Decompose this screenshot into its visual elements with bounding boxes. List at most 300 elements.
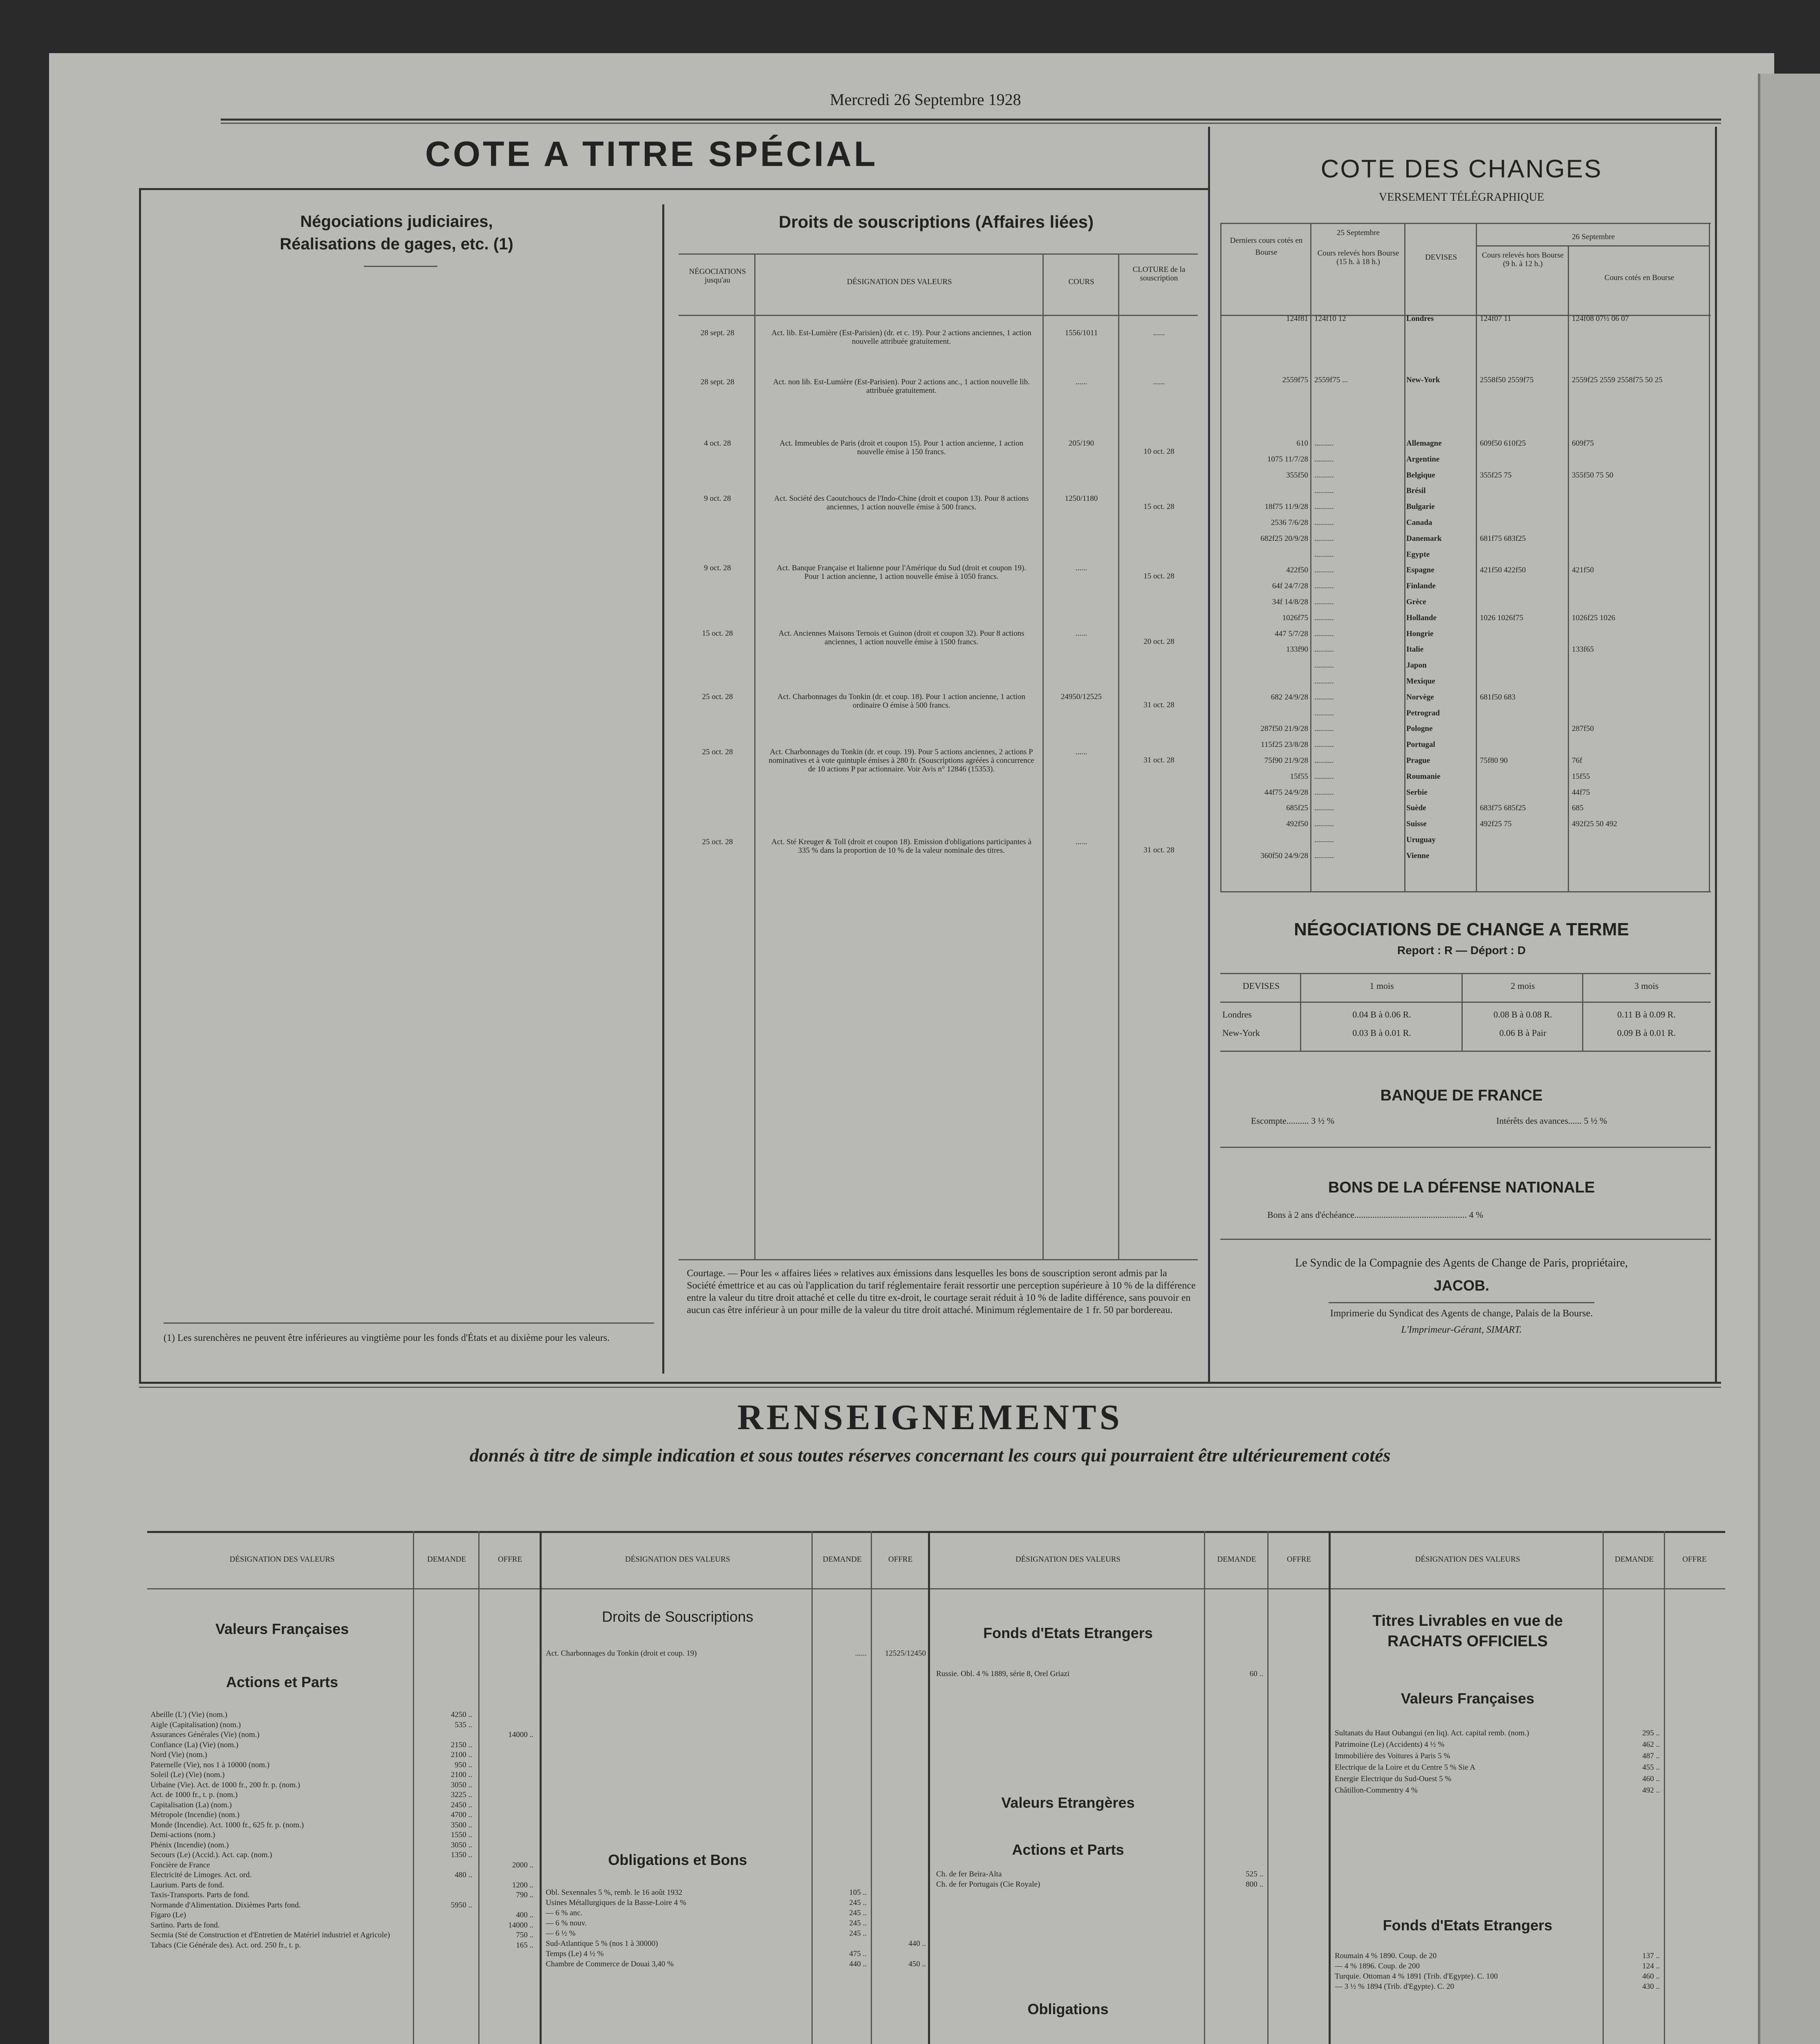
col1-row-offre: 2000 .. (512, 1860, 533, 1869)
header-26-sept: 26 Septembre (1571, 233, 1615, 241)
souscription-cours: ...... (1075, 629, 1087, 638)
col2b-row-designation: Usines Métallurgiques de la Basse-Loire 4 % (546, 1899, 686, 1907)
change-dernier-cours: 133f90 (1286, 645, 1308, 654)
change-26-cote: 15f55 (1572, 772, 1590, 781)
col1-row-designation: Sartino. Parts de fond. (150, 1921, 220, 1930)
header-rule (221, 119, 1721, 121)
col4a-row-designation: Immobilière des Voitures à Paris 5 % (1335, 1752, 1450, 1760)
change-25-hors-bourse: .......... (1314, 851, 1334, 860)
change-26-cote: 1026f25 1026 (1572, 613, 1616, 622)
col4a-row-demande: 492 .. (1642, 1786, 1660, 1795)
change-26-cote: 133f65 (1572, 645, 1594, 654)
change-25-hors-bourse: .......... (1314, 502, 1334, 511)
change-25-hors-bourse: .......... (1314, 756, 1334, 765)
souscription-cloture: 15 oct. 28 (1143, 572, 1174, 580)
change-dernier-cours: 682f25 20/9/28 (1260, 534, 1308, 543)
souscription-date: 28 sept. 28 (700, 378, 735, 386)
col2a-row-demande: ...... (855, 1649, 867, 1658)
change-25-hors-bourse: .......... (1314, 772, 1334, 781)
change-devise: Vienne (1406, 851, 1430, 860)
souscription-designation: Act. Sté Kreuger & Toll (droit et coupon 18). Emission d'obligations participantes à 335 % dans la proportion de 10 % de la valeur nominale des titres. (771, 838, 1031, 855)
change-25-hors-bourse: .......... (1314, 645, 1334, 654)
col3-heading-obligations: Obligations (1027, 2001, 1109, 2017)
change-25-hors-bourse: .......... (1314, 836, 1334, 844)
col1-row-demande: 3225 .. (451, 1791, 472, 1799)
changes-subtitle: VERSEMENT TÉLÉGRAPHIQUE (1378, 191, 1544, 204)
souscription-cours: ...... (1075, 564, 1087, 572)
change-26-hors-bourse: 683f75 685f25 (1480, 804, 1526, 813)
banque-escompte: Escompte.......... 3 ½ % (1251, 1116, 1335, 1126)
terme-h-2mois: 2 mois (1511, 981, 1535, 991)
change-26-hors-bourse: 681f50 683 (1480, 693, 1516, 702)
col2b-row-designation: Obl. Sexennales 5 %, remb. le 16 août 1932 (546, 1889, 683, 1897)
souscription-designation: Act. Charbonnages du Tonkin (dr. et coup. 18). Pour 1 action ancienne, 1 action ordinaire O émise à 500 francs. (777, 693, 1026, 710)
change-devise: Serbie (1406, 788, 1428, 797)
col1-row-designation: Laurium. Parts de fond. (150, 1881, 224, 1889)
change-dernier-cours: 2559f75 (1282, 376, 1308, 384)
change-devise: Italie (1406, 645, 1424, 654)
change-26-cote: 355f50 75 50 (1572, 471, 1614, 480)
header-26-sub: Cours relevés hors Bourse (9 h. à 12 h.) (1482, 251, 1564, 268)
souscription-date: 9 oct. 28 (704, 494, 731, 503)
souscription-cloture: 10 oct. 28 (1143, 447, 1174, 456)
col4-heading-fonds: Fonds d'Etats Etrangers (1383, 1917, 1553, 1934)
change-devise: Brésil (1406, 486, 1426, 495)
change-25-hors-bourse: .......... (1314, 629, 1334, 638)
col2-offre: OFFRE (888, 1555, 913, 1564)
souscription-cours: 24950/12525 (1060, 693, 1102, 701)
col4-demande: DEMANDE (1615, 1555, 1654, 1564)
change-dernier-cours: 44f75 24/9/28 (1264, 788, 1308, 797)
col1-row-designation: Secours (Le) (Accid.). Act. cap. (nom.) (150, 1851, 272, 1859)
change-25-hors-bourse: .......... (1314, 820, 1334, 829)
change-devise: Allemagne (1406, 439, 1442, 448)
terme-h-devises: DEVISES (1242, 981, 1280, 991)
col3-heading-valeurs: Valeurs Etrangères (1001, 1794, 1135, 1811)
change-dernier-cours: 2536 7/6/28 (1271, 518, 1308, 527)
header-25-sept: 25 Septembre (1336, 229, 1380, 237)
change-dernier-cours: 447 5/7/28 (1275, 629, 1308, 638)
change-26-hors-bourse: 1026 1026f75 (1480, 613, 1524, 622)
col1-row-designation: Aigle (Capitalisation) (nom.) (150, 1721, 241, 1729)
col2b-row-offre: 440 .. (908, 1939, 926, 1948)
col3a-row-designation: Russie. Obl. 4 % 1889, série 8, Orel Griazi (936, 1670, 1070, 1678)
col2-designation: DÉSIGNATION DES VALEURS (625, 1555, 730, 1564)
col4b-row-designation: — 3 ½ % 1894 (Trib. d'Egypte). C. 20 (1335, 1983, 1454, 1991)
change-25-hors-bourse: .......... (1314, 598, 1334, 606)
terme-3mois: 0.11 B à 0.09 R. (1617, 1009, 1676, 1020)
change-devise: Roumanie (1406, 772, 1441, 781)
souscription-designation: Act. lib. Est-Lumière (Est-Parisien) (dr. et c. 19). Pour 2 actions anciennes, 1 action nouvelle attribuée gratuitement. (771, 329, 1031, 346)
col4-offre: OFFRE (1682, 1555, 1707, 1564)
header-cours: COURS (1068, 278, 1094, 286)
col1-offre: OFFRE (498, 1555, 522, 1564)
col1-row-demande: 4250 .. (451, 1710, 472, 1719)
col1-row-demande: 2100 .. (451, 1771, 472, 1779)
col2b-row-designation: — 6 % nouv. (546, 1919, 587, 1927)
col1-row-offre: 750 .. (516, 1931, 533, 1939)
change-dernier-cours: 1026f75 (1282, 613, 1308, 622)
col4a-row-designation: Energie Electrique du Sud-Ouest 5 % (1335, 1775, 1452, 1783)
terme-3mois: 0.09 B à 0.01 R. (1617, 1028, 1676, 1038)
change-25-hors-bourse: .......... (1314, 708, 1334, 717)
col3-heading-actions: Actions et Parts (1012, 1841, 1124, 1858)
souscription-cours: 1556/1011 (1065, 329, 1098, 337)
col4a-row-designation: Sultanats du Haut Oubangui (en liq). Act. capital remb. (nom.) (1335, 1729, 1529, 1737)
col4b-row-demande: 137 .. (1642, 1952, 1660, 1960)
change-25-hors-bourse: .......... (1314, 455, 1334, 464)
change-dernier-cours: 610 (1296, 439, 1308, 448)
change-devise: Prague (1406, 756, 1430, 765)
col2b-row-demande: 245 .. (849, 1929, 867, 1938)
change-devise: New-York (1406, 376, 1440, 384)
col1-row-demande: 2100 .. (451, 1750, 472, 1759)
change-devise: Grèce (1406, 598, 1426, 606)
col2b-row-offre: 450 .. (908, 1960, 926, 1968)
change-devise: Uruguay (1406, 836, 1436, 844)
col4a-row-demande: 460 .. (1642, 1775, 1660, 1783)
col1-row-designation: Taxis-Transports. Parts de fond. (150, 1891, 250, 1899)
col1-row-offre: 14000 .. (508, 1921, 533, 1930)
change-25-hors-bourse: 124f10 12 (1314, 314, 1346, 323)
change-dernier-cours: 492f50 (1286, 820, 1308, 829)
col1-row-demande: 1350 .. (451, 1851, 472, 1859)
souscription-designation: Act. Anciennes Maisons Ternois et Guinon (droit et coupon 32). Pour 8 actions anciennes, 1 action nouvelle émise à 1500 francs. (778, 629, 1024, 646)
change-devise: Egypte (1406, 550, 1430, 559)
change-dernier-cours: 15f55 (1290, 772, 1308, 781)
change-dernier-cours: 75f90 21/9/28 (1264, 756, 1308, 765)
col3b-row-designation: Ch. de fer Beira-Alta (936, 1870, 1002, 1878)
col1-heading-actions: Actions et Parts (226, 1674, 338, 1690)
col3-demande: DEMANDE (1217, 1555, 1256, 1564)
imprimeur-line: L'Imprimeur-Gérant, SIMART. (1401, 1325, 1522, 1335)
col2a-row-offre: 12525/12450 (885, 1649, 926, 1658)
change-26-cote: 76f (1572, 756, 1582, 765)
terme-2mois: 0.06 B à Pair (1499, 1028, 1547, 1038)
souscription-designation: Act. Immeubles de Paris (droit et coupon 15). Pour 1 action ancienne, 1 action nouvelle émise à 150 francs. (779, 439, 1024, 456)
col1-row-designation: Foncière de France (150, 1861, 210, 1869)
col1-row-designation: Métropole (Incendie) (nom.) (150, 1811, 240, 1819)
banque-title: BANQUE DE FRANCE (1380, 1087, 1543, 1104)
col1-row-designation: Demi-actions (nom.) (150, 1831, 215, 1839)
col3-designation: DÉSIGNATION DES VALEURS (1015, 1555, 1121, 1564)
header-26-cote: Cours cotés en Bourse (1604, 273, 1674, 282)
souscription-designation: Act. non lib. Est-Lumière (Est-Parisien). Pour 2 actions anc., 1 action nouvelle lib. attribuée gratuitement. (773, 378, 1030, 395)
change-26-cote: 609f75 (1572, 439, 1594, 448)
surencheres-footnote: (1) Les surenchères ne peuvent être inférieures au vingtième pour les fonds d'États et au dixième pour les valeurs. (164, 1333, 610, 1343)
col1-row-demande: 2150 .. (451, 1740, 472, 1749)
change-devise: Hollande (1406, 613, 1437, 622)
col2b-row-designation: — 6 ½ % (546, 1930, 576, 1938)
souscription-cloture: ...... (1153, 378, 1165, 386)
col4b-row-designation: — 4 % 1896. Coup. de 200 (1335, 1962, 1420, 1970)
col4-heading-valeurs: Valeurs Françaises (1401, 1690, 1535, 1707)
change-26-hors-bourse: 2558f50 2559f75 (1480, 376, 1534, 384)
header-negociations: NÉGOCIATIONS jusqu'au (689, 267, 746, 285)
col1-row-designation: Normande d'Alimentation. Dixièmes Parts fond. (150, 1901, 301, 1910)
page-date: Mercredi 26 Septembre 1928 (830, 90, 1021, 109)
souscription-cloture: 15 oct. 28 (1143, 502, 1174, 511)
col2b-row-demande: 245 .. (849, 1919, 867, 1927)
col4b-row-demande: 124 .. (1642, 1962, 1660, 1970)
col1-row-designation: Electricité de Limoges. Act. ord. (150, 1871, 252, 1879)
col2-heading-obligations: Obligations et Bons (608, 1851, 747, 1868)
souscription-designation: Act. Charbonnages du Tonkin (dr. et coup. 19). Pour 5 actions anciennes, 2 actions P nominatives et à vote quintuple émises à 280 fr. (Souscriptions agréées à concurrence de 10 actions P par actionnaire. Voir Avis n° 12846 (15353). (769, 748, 1034, 773)
change-devise: Norvège (1406, 693, 1434, 702)
change-26-cote: 2559f25 2559 2558f75 50 25 (1572, 376, 1663, 384)
col4b-row-designation: Turquie. Ottoman 4 % 1891 (Trib. d'Egypte). C. 100 (1335, 1972, 1498, 1981)
change-dernier-cours: 355f50 (1286, 471, 1308, 480)
col1-row-demande: 4700 .. (451, 1811, 472, 1819)
col2b-row-demande: 105 .. (849, 1888, 867, 1897)
col4-heading-titres: Titres Livrables en vue de (1372, 1612, 1563, 1629)
souscription-date: 4 oct. 28 (704, 439, 731, 448)
syndic-line: Le Syndic de la Compagnie des Agents de Change de Paris, propriétaire, (1295, 1257, 1628, 1269)
col2b-row-demande: 475 .. (849, 1950, 867, 1958)
col2b-row-demande: 245 .. (849, 1909, 867, 1917)
change-25-hors-bourse: .......... (1314, 518, 1334, 527)
change-25-hors-bourse: .......... (1314, 677, 1334, 686)
change-25-hors-bourse: .......... (1314, 613, 1334, 622)
col1-row-designation: Phénix (Incendie) (nom.) (150, 1841, 229, 1849)
souscription-designation: Act. Banque Française et Italienne pour l'Amérique du Sud (droit et coupon 19). Pour 1 action ancienne, 1 action nouvelle émise à 1050 francs. (776, 564, 1027, 581)
change-dernier-cours: 422f50 (1286, 566, 1308, 575)
imprimerie-line: Imprimerie du Syndicat des Agents de change, Palais de la Bourse. (1330, 1308, 1593, 1319)
change-25-hors-bourse: .......... (1314, 566, 1334, 575)
col1-row-offre: 1200 .. (512, 1880, 533, 1889)
col1-row-demande: 950 .. (455, 1760, 472, 1769)
col1-row-designation: Abeille (L') (Vie) (nom.) (150, 1711, 227, 1719)
col4a-row-demande: 487 .. (1642, 1752, 1660, 1760)
souscription-cours: 205/190 (1068, 439, 1094, 448)
adjacent-page-edge (1758, 74, 1820, 2044)
col1-row-designation: Capitalisation (La) (nom.) (150, 1801, 232, 1809)
change-devise: Canada (1406, 518, 1432, 527)
change-26-cote: 492f25 50 492 (1572, 820, 1617, 829)
change-25-hors-bourse: .......... (1314, 740, 1334, 749)
souscription-cours: 1250/1180 (1065, 494, 1098, 503)
change-devise: Finlande (1406, 582, 1436, 591)
col2-heading-droits: Droits de Souscriptions (602, 1608, 753, 1625)
terme-h-1mois: 1 mois (1369, 981, 1394, 991)
col3-heading-fonds: Fonds d'Etats Etrangers (983, 1625, 1153, 1641)
col2b-row-designation: Temps (Le) 4 ½ % (546, 1950, 604, 1958)
change-25-hors-bourse: .......... (1314, 804, 1334, 813)
terme-1mois: 0.04 B à 0.06 R. (1352, 1009, 1411, 1020)
souscription-date: 15 oct. 28 (702, 629, 733, 638)
col4a-row-designation: Patrimoine (Le) (Accidents) 4 ½ % (1335, 1741, 1445, 1749)
col1-row-designation: Tabacs (Cie Générale des). Act. ord. 250 fr., t. p. (150, 1941, 301, 1950)
terme-2mois: 0.08 B à 0.08 R. (1493, 1009, 1552, 1020)
col1-row-demande: 5950 .. (451, 1901, 472, 1910)
souscription-cours: ...... (1075, 748, 1087, 756)
col2-demande: DEMANDE (823, 1555, 862, 1564)
change-devise: Espagne (1406, 566, 1434, 575)
souscription-designation: Act. Société des Caoutchoucs de l'Indo-Chine (droit et coupon 13). Pour 8 actions anciennes, 1 action nouvelle émise à 500 francs. (774, 494, 1029, 511)
col1-demande: DEMANDE (427, 1555, 466, 1564)
change-devise: Petrograd (1406, 708, 1440, 717)
change-25-hors-bourse: 2559f75 ... (1314, 376, 1348, 384)
change-26-cote: 44f75 (1572, 788, 1590, 797)
col1-row-designation: Urbaine (Vie). Act. de 1000 fr., 200 fr. p. (nom.) (150, 1781, 300, 1789)
realisations-heading: Réalisations de gages, etc. (1) (280, 235, 513, 253)
change-26-hors-bourse: 75f80 90 (1480, 756, 1508, 765)
change-devise: Londres (1406, 314, 1434, 323)
change-26-hors-bourse: 609f50 610f25 (1480, 439, 1526, 448)
col3b-row-demande: 800 .. (1246, 1880, 1263, 1889)
change-devise: Mexique (1406, 677, 1435, 686)
change-25-hors-bourse: .......... (1314, 486, 1334, 495)
col4a-row-demande: 295 .. (1642, 1729, 1660, 1737)
change-26-hors-bourse: 492f25 75 (1480, 820, 1512, 829)
header-devises: DEVISES (1425, 253, 1457, 262)
change-25-hors-bourse: .......... (1314, 788, 1334, 797)
bons-line: Bons à 2 ans d'échéance.................................................. 4 % (1267, 1210, 1484, 1220)
souscription-cours: ...... (1075, 378, 1087, 386)
change-dernier-cours: 124f81 (1286, 314, 1308, 323)
col2b-row-demande: 245 .. (849, 1898, 867, 1907)
change-devise: Hongrie (1406, 629, 1434, 638)
terme-subtitle: Report : R — Déport : D (1397, 944, 1526, 957)
col1-heading-valeurs: Valeurs Françaises (215, 1620, 349, 1637)
change-devise: Suisse (1406, 820, 1427, 829)
change-26-hors-bourse: 681f75 683f25 (1480, 534, 1526, 543)
col1-row-designation: Act. de 1000 fr., t. p. (nom.) (150, 1791, 238, 1799)
col1-designation: DÉSIGNATION DES VALEURS (229, 1555, 335, 1564)
change-26-cote: 421f50 (1572, 566, 1594, 575)
col1-row-designation: Confiance (La) (Vie) (nom.) (150, 1741, 239, 1749)
header-derniers: Derniers cours cotés en Bourse (1230, 236, 1303, 257)
souscription-cours: ...... (1075, 838, 1087, 846)
col1-row-designation: Figaro (Le) (150, 1911, 186, 1919)
change-25-hors-bourse: .......... (1314, 439, 1334, 448)
col2b-row-designation: Chambre de Commerce de Douai 3,40 % (546, 1960, 674, 1968)
terme-title: NÉGOCIATIONS DE CHANGE A TERME (1294, 919, 1629, 939)
change-dernier-cours: 115f25 23/8/28 (1261, 740, 1308, 749)
renseignements-subtitle: donnés à titre de simple indication et sous toutes réserves concernant les cours qui pourraient être ultérieurement cotés (469, 1445, 1391, 1466)
col4-heading-rachats: RACHATS OFFICIELS (1387, 1633, 1548, 1650)
negociations-heading: Négociations judiciaires, (300, 213, 493, 231)
change-dernier-cours: 1075 11/7/28 (1267, 455, 1308, 464)
change-devise: Belgique (1406, 471, 1435, 480)
col1-row-offre: 165 .. (516, 1941, 533, 1950)
col4a-row-demande: 462 .. (1642, 1740, 1660, 1749)
col4-designation: DÉSIGNATION DES VALEURS (1415, 1555, 1520, 1564)
col4b-row-demande: 430 .. (1642, 1982, 1660, 1991)
change-devise: Argentine (1406, 455, 1440, 464)
souscription-date: 25 oct. 28 (702, 693, 733, 701)
terme-1mois: 0.03 B à 0.01 R. (1352, 1028, 1411, 1038)
terme-devise: Londres (1222, 1009, 1252, 1020)
col4a-row-designation: Electrique de la Loire et du Centre 5 % Sie A (1335, 1764, 1475, 1772)
col2b-row-designation: Sud-Atlantique 5 % (nos 1 à 30000) (546, 1940, 658, 1948)
change-devise: Suède (1406, 804, 1426, 813)
col1-row-demande: 3050 .. (451, 1780, 472, 1789)
col1-row-demande: 535 .. (455, 1720, 472, 1729)
col4a-row-demande: 455 .. (1642, 1763, 1660, 1772)
col3-offre: OFFRE (1287, 1555, 1311, 1564)
change-devise: Portugal (1406, 740, 1435, 749)
change-devise: Pologne (1406, 724, 1433, 733)
change-25-hors-bourse: .......... (1314, 724, 1334, 733)
change-26-hors-bourse: 355f25 75 (1480, 471, 1512, 480)
syndic-name: JACOB. (1433, 1277, 1490, 1294)
section-rule (139, 1382, 1721, 1384)
souscriptions-title: Droits de souscriptions (Affaires liées) (778, 212, 1094, 231)
col3b-row-designation: Ch. de fer Portugais (Cie Royale) (936, 1880, 1040, 1889)
change-devise: Danemark (1406, 534, 1442, 543)
changes-title: COTE DES CHANGES (1320, 155, 1603, 183)
souscription-date: 25 oct. 28 (702, 748, 733, 756)
header-25-sub: Cours relevés hors Bourse (15 h. à 18 h.) (1317, 249, 1399, 266)
souscription-cloture: ...... (1153, 329, 1165, 337)
change-dernier-cours: 34f 14/8/28 (1272, 598, 1308, 606)
col1-row-designation: Monde (Incendie). Act. 1000 fr., 625 fr. p. (nom.) (150, 1821, 304, 1829)
souscription-cloture: 31 oct. 28 (1143, 756, 1174, 764)
change-25-hors-bourse: .......... (1314, 550, 1334, 559)
souscription-cloture: 20 oct. 28 (1143, 637, 1174, 646)
change-dernier-cours: 64f 24/7/28 (1272, 582, 1308, 591)
change-25-hors-bourse: .......... (1314, 661, 1334, 670)
col1-row-offre: 790 .. (516, 1891, 533, 1899)
bons-title: BONS DE LA DÉFENSE NATIONALE (1328, 1179, 1595, 1196)
col1-row-demande: 480 .. (455, 1871, 472, 1879)
change-devise: Japon (1406, 661, 1427, 670)
courtage-note: Courtage. — Pour les « affaires liées » relatives aux émissions dans lesquelles les bons de souscription seront admis par la Société émettrice et au cas où l'application du tarif réglementaire ferait ressortir une perception supérieure à 10 % de la différence entre la valeur du titre droit attaché et celle du titre ex-droit, le courtage serait réduit à 10 % de ladite différence, sans pouvoir en aucun cas être inférieur à un pour mille de la valeur du titre droit attaché. Minimum réglementaire de 1 fr. 50 par bordereau. (687, 1268, 1196, 1316)
header-cloture: CLOTURE de la souscription (1132, 265, 1186, 282)
souscription-cloture: 31 oct. 28 (1143, 701, 1174, 709)
col2a-row-designation: Act. Charbonnages du Tonkin (droit et coup. 19) (546, 1650, 697, 1658)
header-designation: DÉSIGNATION DES VALEURS (847, 278, 952, 286)
souscription-date: 25 oct. 28 (702, 838, 733, 846)
col3b-row-demande: 525 .. (1246, 1870, 1263, 1878)
souscription-date: 9 oct. 28 (704, 564, 731, 572)
col4b-row-designation: Roumain 4 % 1890. Coup. de 20 (1335, 1952, 1437, 1960)
col1-row-demande: 2450 .. (451, 1800, 472, 1809)
change-dernier-cours: 685f25 (1286, 804, 1308, 813)
col3a-row-demande: 60 .. (1249, 1670, 1263, 1678)
change-dernier-cours: 287f50 21/9/28 (1260, 724, 1308, 733)
col1-row-demande: 1550 .. (451, 1831, 472, 1839)
banque-interets: Intérêts des avances...... 5 ½ % (1496, 1116, 1607, 1126)
col4b-row-demande: 460 .. (1642, 1972, 1660, 1981)
col1-row-designation: Assurances Générales (Vie) (nom.) (150, 1731, 260, 1739)
change-25-hors-bourse: .......... (1314, 534, 1334, 543)
change-26-hors-bourse: 124f07 11 (1480, 314, 1511, 323)
col1-row-offre: 400 .. (516, 1911, 533, 1919)
change-dernier-cours: 360f50 24/9/28 (1260, 851, 1308, 860)
col2b-row-designation: — 6 % anc. (546, 1909, 583, 1917)
cote-special-title: COTE A TITRE SPÉCIAL (425, 134, 878, 174)
col1-row-offre: 14000 .. (508, 1730, 533, 1739)
change-25-hors-bourse: .......... (1314, 471, 1334, 480)
change-dernier-cours: 18f75 11/9/28 (1264, 502, 1308, 511)
col2b-row-demande: 440 .. (849, 1960, 867, 1968)
col1-row-demande: 3050 .. (451, 1840, 472, 1849)
col1-row-designation: Paternelle (Vie), nos 1 à 10000 (nom.) (150, 1761, 270, 1769)
change-devise: Bulgarie (1406, 502, 1435, 511)
souscription-date: 28 sept. 28 (700, 329, 735, 337)
col1-row-designation: Soleil (Le) (Vie) (nom.) (150, 1771, 225, 1779)
change-26-cote: 124f08 07½ 06 07 (1572, 314, 1629, 323)
change-26-cote: 685 (1572, 804, 1584, 813)
col1-row-designation: Nord (Vie) (nom.) (150, 1751, 207, 1759)
renseignements-title: RENSEIGNEMENTS (737, 1398, 1123, 1437)
col4a-row-designation: Châtillon-Commentry 4 % (1335, 1786, 1418, 1795)
col1-row-demande: 3500 .. (451, 1820, 472, 1829)
terme-devise: New-York (1222, 1028, 1260, 1038)
col1-row-designation: Secmia (Sté de Construction et d'Entretien de Matériel industriel et Agricole) (150, 1931, 390, 1939)
